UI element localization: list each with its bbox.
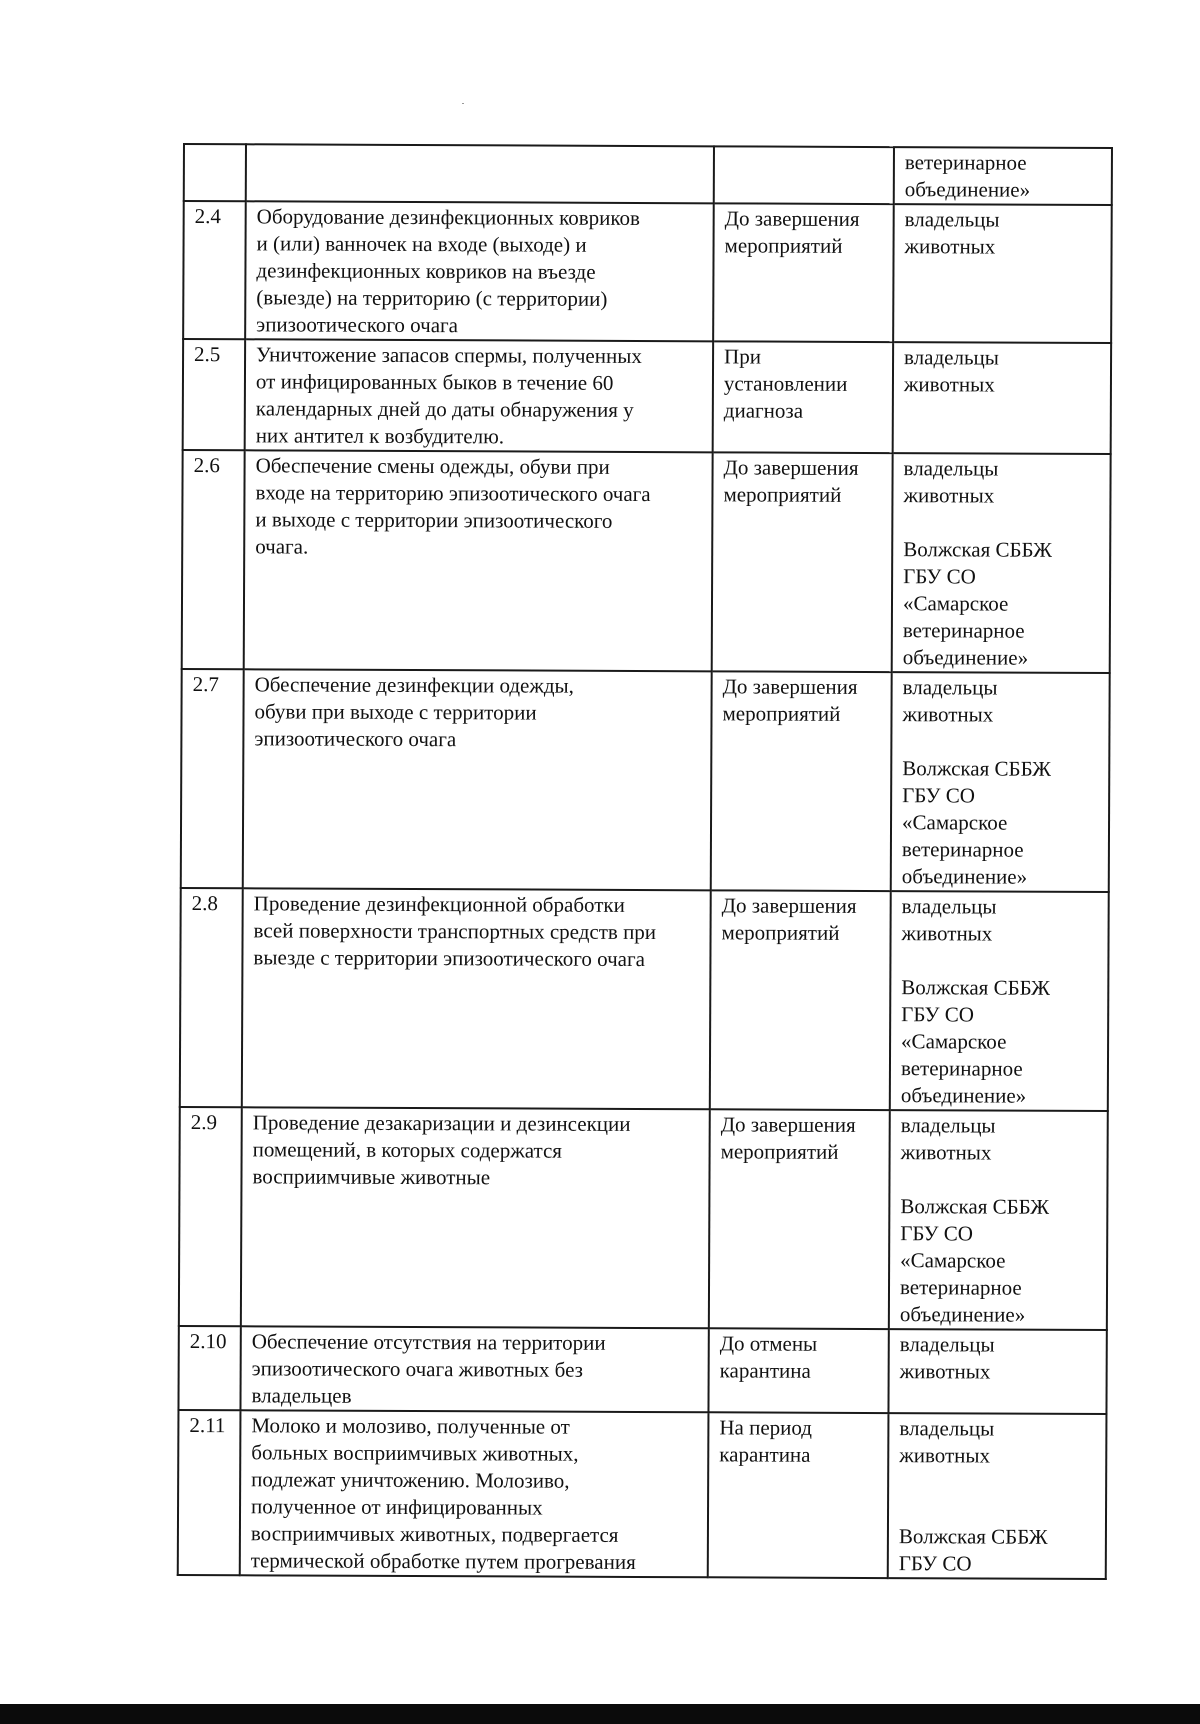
measure-line: дезинфекционных ковриков на въезде bbox=[256, 258, 596, 284]
responsible-line: ветеринарное bbox=[904, 150, 1027, 175]
responsible-cell bbox=[889, 1110, 1108, 1330]
term-line: До завершения bbox=[720, 1112, 856, 1137]
responsible-line: ГБУ СО bbox=[898, 1551, 972, 1576]
measure-line: входе на территорию эпизоотического очага bbox=[255, 480, 651, 507]
term-cell bbox=[711, 671, 892, 891]
table-row bbox=[180, 888, 1109, 1111]
term-line: мероприятий bbox=[720, 1139, 839, 1164]
measure-cell bbox=[240, 1326, 708, 1412]
measure-cell bbox=[241, 1107, 710, 1328]
responsible-line: ветеринарное bbox=[899, 1275, 1022, 1300]
measure-cell bbox=[245, 201, 714, 341]
responsible-cell bbox=[893, 204, 1112, 343]
measure-line: календарных дней до даты обнаружения у bbox=[255, 396, 634, 422]
responsible-line: «Самарское bbox=[901, 810, 1008, 835]
term-line: карантина bbox=[719, 1442, 811, 1467]
term-line: установлении bbox=[723, 371, 848, 396]
responsible-line: животных bbox=[903, 483, 995, 508]
term-line: До завершения bbox=[723, 455, 859, 480]
term-cell bbox=[710, 890, 891, 1110]
term-line: При bbox=[724, 344, 762, 369]
row-number: 2.10 bbox=[178, 1326, 240, 1410]
row-number: 2.6 bbox=[182, 450, 245, 669]
spacer bbox=[902, 728, 1100, 756]
responsible-line: владельцы bbox=[903, 456, 999, 481]
term-cell bbox=[714, 146, 894, 204]
term-line: До завершения bbox=[721, 893, 857, 918]
spacer bbox=[900, 1166, 1098, 1194]
measure-line: очага. bbox=[255, 534, 309, 559]
measure-line: восприимчивых животных, подвергается bbox=[250, 1521, 619, 1547]
term-cell bbox=[708, 1412, 889, 1578]
responsible-line: «Самарское bbox=[901, 1029, 1007, 1054]
spacer bbox=[899, 1469, 1097, 1497]
table-row bbox=[183, 201, 1112, 343]
row-number: 2.11 bbox=[178, 1410, 241, 1575]
responsible-line: животных bbox=[901, 921, 993, 946]
term-line: диагноза bbox=[723, 398, 804, 423]
spacer bbox=[899, 1496, 1097, 1524]
measure-cell bbox=[242, 888, 711, 1109]
measure-line: них антител к возбудителю. bbox=[255, 423, 505, 449]
term-cell bbox=[713, 203, 894, 342]
responsible-cell bbox=[892, 453, 1111, 673]
term-line: мероприятий bbox=[721, 920, 840, 945]
term-line: До отмены bbox=[719, 1331, 818, 1356]
term-cell bbox=[709, 1109, 890, 1329]
responsible-line: ветеринарное bbox=[901, 837, 1024, 862]
measures-table bbox=[177, 143, 1113, 1580]
table-row bbox=[181, 669, 1110, 892]
term-line: мероприятий bbox=[722, 701, 841, 726]
responsible-line: владельцы bbox=[901, 894, 997, 919]
responsible-line: ГБУ СО bbox=[900, 1221, 974, 1246]
term-line: До завершения bbox=[722, 674, 858, 699]
measure-line: Уничтожение запасов спермы, полученных bbox=[256, 342, 642, 369]
responsible-line: Волжская СББЖ bbox=[898, 1524, 1048, 1549]
measure-line: подлежат уничтожению. Молозиво, bbox=[251, 1467, 570, 1493]
measure-line: Обеспечение смены одежды, обуви при bbox=[255, 453, 610, 479]
term-cell bbox=[708, 1328, 888, 1413]
measure-line: обуви при выходе с территории bbox=[254, 699, 537, 725]
responsible-line: животных bbox=[904, 234, 996, 259]
responsible-line: Волжская СББЖ bbox=[900, 1194, 1050, 1219]
responsible-line: объединение» bbox=[904, 177, 1031, 202]
responsible-line: владельцы bbox=[899, 1332, 995, 1357]
table-row bbox=[184, 144, 1112, 205]
responsible-line: «Самарское bbox=[902, 591, 1009, 616]
term-cell bbox=[713, 341, 893, 453]
responsible-line: владельцы bbox=[904, 207, 1000, 232]
responsible-line: объединение» bbox=[899, 1302, 1026, 1327]
measure-line: Молоко и молозиво, полученные от bbox=[251, 1413, 570, 1439]
responsible-line: «Самарское bbox=[900, 1248, 1006, 1273]
responsible-line: объединение» bbox=[901, 864, 1028, 889]
responsible-line: владельцы bbox=[899, 1416, 995, 1441]
responsible-line: Волжская СББЖ bbox=[903, 537, 1052, 562]
measure-cell bbox=[243, 669, 712, 890]
measure-cell bbox=[240, 1410, 709, 1577]
responsible-cell bbox=[894, 147, 1112, 205]
measure-line: Проведение дезинфекционной обработки bbox=[253, 891, 625, 917]
measure-line: восприимчивые животные bbox=[252, 1164, 491, 1190]
measure-line: эпизоотического очага bbox=[254, 726, 457, 752]
spacer bbox=[903, 509, 1101, 537]
measure-line: больных восприимчивых животных, bbox=[251, 1440, 579, 1466]
term-line: карантина bbox=[719, 1358, 811, 1383]
responsible-line: владельцы bbox=[900, 1113, 996, 1138]
measures-table-body bbox=[178, 144, 1112, 1579]
table-row bbox=[183, 339, 1111, 454]
term-line: мероприятий bbox=[723, 482, 842, 507]
table-row bbox=[178, 1326, 1106, 1414]
responsible-cell bbox=[893, 342, 1111, 454]
measure-cell bbox=[245, 339, 713, 452]
responsible-cell bbox=[890, 891, 1109, 1111]
term-line: До завершения bbox=[724, 206, 860, 231]
row-number: 2.8 bbox=[180, 888, 243, 1107]
responsible-line: животных bbox=[900, 1140, 992, 1165]
responsible-line: владельцы bbox=[904, 345, 999, 370]
scan-speck bbox=[462, 103, 464, 104]
measure-line: полученное от инфицированных bbox=[250, 1494, 543, 1520]
responsible-line: ГБУ СО bbox=[901, 1002, 975, 1027]
measure-line: эпизоотического очага животных без bbox=[251, 1356, 584, 1382]
responsible-line: животных bbox=[903, 372, 995, 397]
responsible-line: ветеринарное bbox=[902, 618, 1025, 643]
table-row bbox=[178, 1410, 1107, 1579]
responsible-line: животных bbox=[899, 1443, 991, 1468]
responsible-cell bbox=[891, 672, 1110, 892]
measure-line: (выезде) на территорию (с территории) bbox=[256, 285, 608, 311]
measure-line: термической обработке путем прогревания bbox=[250, 1548, 636, 1574]
responsible-line: объединение» bbox=[900, 1083, 1027, 1108]
responsible-line: объединение» bbox=[902, 645, 1029, 670]
measure-line: выезде с территории эпизоотического очага bbox=[253, 945, 645, 972]
row-number: 2.4 bbox=[183, 201, 246, 339]
measure-line: и выходе с территории эпизоотического bbox=[255, 507, 613, 533]
measure-line: помещений, в которых содержатся bbox=[252, 1137, 563, 1163]
responsible-line: Волжская СББЖ bbox=[901, 975, 1051, 1000]
measure-line: Обеспечение дезинфекции одежды, bbox=[254, 672, 574, 698]
row-number: 2.7 bbox=[181, 669, 244, 888]
scan-edge-bar bbox=[0, 1704, 1200, 1724]
term-line: На период bbox=[719, 1415, 813, 1440]
responsible-line: Волжская СББЖ bbox=[902, 756, 1052, 781]
term-cell bbox=[712, 452, 893, 672]
responsible-line: животных bbox=[899, 1359, 991, 1384]
table-row bbox=[182, 450, 1111, 673]
measure-cell bbox=[246, 144, 714, 203]
spacer bbox=[901, 947, 1099, 975]
responsible-cell bbox=[888, 1329, 1106, 1414]
measure-line: от инфицированных быков в течение 60 bbox=[255, 369, 614, 395]
measure-cell bbox=[244, 450, 713, 671]
row-number: 2.9 bbox=[179, 1107, 242, 1326]
responsible-line: владельцы bbox=[902, 675, 998, 700]
responsible-line: ГБУ СО bbox=[903, 564, 976, 589]
responsible-line: ветеринарное bbox=[900, 1056, 1023, 1081]
term-line: мероприятий bbox=[724, 233, 843, 258]
table-row bbox=[179, 1107, 1108, 1330]
measure-line: владельцев bbox=[251, 1383, 352, 1408]
responsible-line: ГБУ СО bbox=[902, 783, 975, 808]
measure-line: эпизоотического очага bbox=[256, 312, 459, 338]
responsible-cell bbox=[888, 1413, 1107, 1579]
measure-line: и (или) ванночек на входе (выходе) и bbox=[256, 231, 587, 257]
measure-line: Обеспечение отсутствия на территории bbox=[251, 1329, 606, 1355]
measure-line: Проведение дезакаризации и дезинсекции bbox=[252, 1110, 631, 1136]
measure-line: всей поверхности транспортных средств при bbox=[253, 918, 657, 945]
measure-line: Оборудование дезинфекционных ковриков bbox=[256, 204, 640, 230]
row-number: 2.5 bbox=[183, 339, 245, 450]
row-number bbox=[184, 144, 246, 201]
responsible-line: животных bbox=[902, 702, 994, 727]
